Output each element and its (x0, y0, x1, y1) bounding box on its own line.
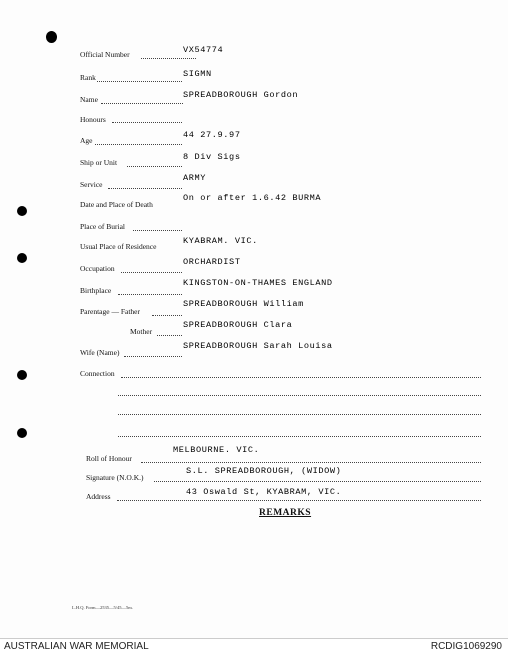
residence-value: KYABRAM. VIC. (183, 236, 258, 246)
form-number: L.H.Q. Form—2535—5/45—5m. (72, 605, 133, 610)
mother-label: Mother (130, 327, 153, 336)
connection-label: Connection (80, 369, 115, 378)
footer-record-id: RCDIG1069290 (430, 641, 502, 652)
wife-value: SPREADBOROUGH Sarah Louisa (183, 341, 333, 351)
name-label: Name (80, 95, 98, 104)
honours-label: Honours (80, 115, 106, 124)
mother-line (157, 335, 182, 336)
connection-line-4 (118, 436, 481, 437)
death-label: Date and Place of Death (80, 200, 153, 209)
occupation-line (121, 272, 182, 273)
official-number-value: VX54774 (183, 45, 224, 55)
birthplace-line (118, 294, 182, 295)
birthplace-label: Birthplace (80, 286, 112, 295)
rank-label: Rank (80, 73, 96, 82)
signature-line (154, 481, 481, 482)
service-value: ARMY (183, 173, 207, 183)
address-value: 43 Oswald St, KYABRAM, VIC. (186, 487, 342, 497)
residence-label: Usual Place of Residence (80, 242, 157, 251)
burial-label: Place of Burial (80, 222, 125, 231)
occupation-label: Occupation (80, 264, 115, 273)
footer-institution: AUSTRALIAN WAR MEMORIAL (4, 641, 149, 652)
service-line (108, 188, 182, 189)
punch-hole-3 (17, 370, 27, 380)
punch-hole-1 (17, 206, 27, 216)
punch-hole-top (46, 31, 57, 43)
age-label: Age (80, 136, 93, 145)
ship-unit-line (127, 166, 182, 167)
connection-line-1 (121, 377, 481, 378)
occupation-value: ORCHARDIST (183, 257, 241, 267)
ship-unit-label: Ship or Unit (80, 158, 118, 167)
name-line (101, 103, 183, 104)
signature-value: S.L. SPREADBOROUGH, (WIDOW) (186, 466, 342, 476)
punch-hole-2 (17, 253, 27, 263)
father-label: Parentage — Father (80, 307, 140, 316)
wife-line (124, 356, 182, 357)
punch-hole-4 (17, 428, 27, 438)
rank-line (97, 81, 182, 82)
archive-footer (0, 638, 508, 655)
roll-line (141, 462, 481, 463)
connection-line-2 (118, 395, 481, 396)
signature-label: Signature (N.O.K.) (86, 473, 144, 482)
address-label: Address (86, 492, 111, 501)
age-line (95, 144, 182, 145)
name-value: SPREADBOROUGH Gordon (183, 90, 299, 100)
service-label: Service (80, 180, 103, 189)
rank-value: SIGMN (183, 69, 212, 79)
remarks-heading: REMARKS (259, 508, 312, 518)
address-line (117, 500, 481, 501)
burial-line (133, 230, 182, 231)
official-number-label: Official Number (80, 50, 130, 59)
wife-label: Wife (Name) (80, 348, 120, 357)
death-value: On or after 1.6.42 BURMA (183, 193, 322, 203)
mother-value: SPREADBOROUGH Clara (183, 320, 293, 330)
age-value: 44 27.9.97 (183, 130, 241, 140)
roll-label: Roll of Honour (86, 454, 132, 463)
father-value: SPREADBOROUGH William (183, 299, 304, 309)
official-number-line (141, 58, 196, 59)
honours-line (112, 122, 182, 123)
ship-unit-value: 8 Div Sigs (183, 152, 241, 162)
roll-value: MELBOURNE. VIC. (173, 445, 260, 455)
birthplace-value: KINGSTON-ON-THAMES ENGLAND (183, 278, 333, 288)
connection-line-3 (118, 414, 481, 415)
father-line (152, 315, 182, 316)
